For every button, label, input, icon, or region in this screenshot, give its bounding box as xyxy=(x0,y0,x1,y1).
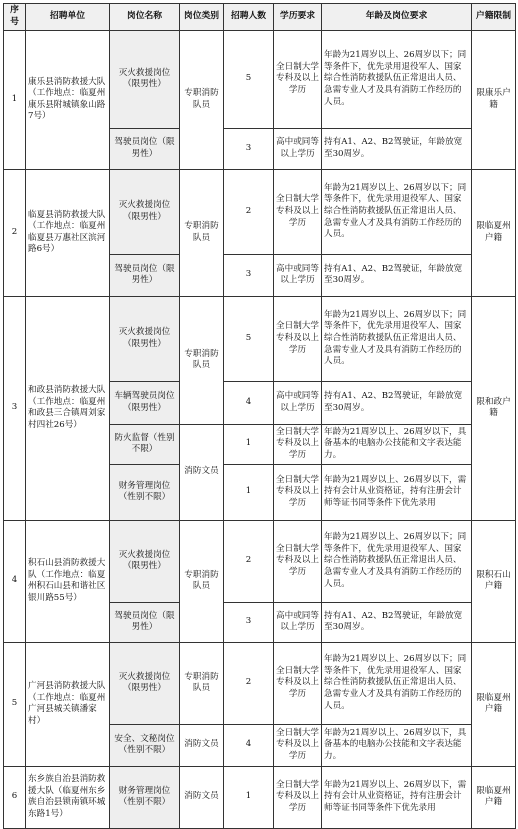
hire-count: 2 xyxy=(224,642,274,724)
row-number: 6 xyxy=(4,766,26,828)
education: 全日制大学专科及以上学历 xyxy=(274,296,322,381)
header-row xyxy=(4,4,516,31)
requirements: 年龄为21周岁以上、26周岁以下，具备基本的电脑办公技能和文字表达能力。 xyxy=(322,424,472,464)
post-type: 专职消防队员 xyxy=(180,30,224,169)
education: 全日制大学专科及以上学历 xyxy=(274,169,322,254)
header-cell: 年龄及岗位要求 xyxy=(322,4,472,31)
requirements: 年龄为21周岁以上、26周岁以下；同等条件下，优先录用退役军人、国家综合性消防救援队伍正常退出人员、急需专业人才及具有消防工作经历的人员。 xyxy=(322,642,472,724)
unit-name: 康乐县消防救援大队（工作地点：临夏州康乐县附城镇象山路7号） xyxy=(26,30,110,169)
post-name: 灭火救援岗位（限男性） xyxy=(110,642,180,724)
hire-count: 4 xyxy=(224,381,274,424)
post-type: 消防文员 xyxy=(180,766,224,828)
requirements: 年龄为21周岁以上、26周岁以下；同等条件下，优先录用退役军人、国家综合性消防救援队伍正常退出人员、急需专业人才及具有消防工作经历的人员。 xyxy=(322,30,472,128)
requirements: 年龄为21周岁以上、26周岁以下，需持有会计从业资格证，持有注册会计师等证书同等条件下优先录用 xyxy=(322,766,472,828)
hire-count: 5 xyxy=(224,296,274,381)
post-name: 灭火救援岗位（限男性） xyxy=(110,169,180,254)
hukou-limit: 限和政户籍 xyxy=(472,296,516,520)
requirements: 年龄为21周岁以上、26周岁以下，需持有会计从业资格证，持有注册会计师等证书同等条件下优先录用 xyxy=(322,464,472,520)
table-row xyxy=(4,30,516,128)
hire-count: 4 xyxy=(224,724,274,766)
education: 全日制大学专科及以上学历 xyxy=(274,642,322,724)
hire-count: 3 xyxy=(224,602,274,642)
requirements: 持有A1、A2、B2驾驶证，年龄放宽至30周岁。 xyxy=(322,602,472,642)
row-number: 4 xyxy=(4,520,26,642)
education: 全日制大学专科及以上学历 xyxy=(274,520,322,602)
education: 高中或同等以上学历 xyxy=(274,128,322,169)
post-name: 安全、文秘岗位（性别不限） xyxy=(110,724,180,766)
hire-count: 3 xyxy=(224,128,274,169)
post-type: 专职消防队员 xyxy=(180,520,224,642)
unit-name: 东乡族自治县消防救援大队（临夏州东乡族自治县锁南镇环城东路1号） xyxy=(26,766,110,828)
education: 高中或同等以上学历 xyxy=(274,602,322,642)
hire-count: 2 xyxy=(224,169,274,254)
recruitment-table xyxy=(3,3,516,829)
unit-name: 和政县消防救援大队（工作地点：临夏州和政县三合镇周刘家村四社26号） xyxy=(26,296,110,520)
header-cell: 招聘人数 xyxy=(224,4,274,31)
post-name: 灭火救援岗位（限男性） xyxy=(110,520,180,602)
header-cell: 学历要求 xyxy=(274,4,322,31)
requirements: 年龄为21周岁以上、26周岁以下；同等条件下，优先录用退役军人、国家综合性消防救援队伍正常退出人员、急需专业人才及具有消防工作经历的人员。 xyxy=(322,296,472,381)
post-name: 财务管理岗位（性别不限） xyxy=(110,464,180,520)
hukou-limit: 限临夏州户籍 xyxy=(472,169,516,296)
education: 高中或同等以上学历 xyxy=(274,254,322,296)
header-cell: 招聘单位 xyxy=(26,4,110,31)
requirements: 年龄为21周岁以上、26周岁以下；同等条件下，优先录用退役军人、国家综合性消防救援队伍正常退出人员、急需专业人才及具有消防工作经历的人员。 xyxy=(322,520,472,602)
post-name: 车辆驾驶员岗位（限男性） xyxy=(110,381,180,424)
requirements: 年龄为21周岁以上、26周岁以下；同等条件下，优先录用退役军人、国家综合性消防救援队伍正常退出人员、急需专业人才及具有消防工作经历的人员。 xyxy=(322,169,472,254)
education: 全日制大学专科及以上学历 xyxy=(274,464,322,520)
header-cell: 户籍限制 xyxy=(472,4,516,31)
hire-count: 1 xyxy=(224,464,274,520)
education: 全日制大学专科及以上学历 xyxy=(274,30,322,128)
hukou-limit: 限康乐户籍 xyxy=(472,30,516,169)
table-row xyxy=(4,520,516,602)
post-type: 消防文员 xyxy=(180,424,224,520)
post-name: 驾驶员岗位（限男性） xyxy=(110,602,180,642)
hire-count: 1 xyxy=(224,424,274,464)
post-name: 财务管理岗位（性别不限） xyxy=(110,766,180,828)
post-name: 驾驶员岗位（限男性） xyxy=(110,254,180,296)
post-type: 专职消防队员 xyxy=(180,169,224,296)
education: 高中或同等以上学历 xyxy=(274,381,322,424)
table-row xyxy=(4,766,516,828)
education: 全日制大学专科及以上学历 xyxy=(274,424,322,464)
education: 全日制大学专科及以上学历 xyxy=(274,724,322,766)
row-number: 1 xyxy=(4,30,26,169)
hire-count: 3 xyxy=(224,254,274,296)
hire-count: 2 xyxy=(224,520,274,602)
post-type: 专职消防队员 xyxy=(180,642,224,724)
table-row xyxy=(4,169,516,254)
row-number: 5 xyxy=(4,642,26,766)
unit-name: 广河县消防救援大队（工作地点：临夏州广河县城关镇潘家村） xyxy=(26,642,110,766)
hire-count: 5 xyxy=(224,30,274,128)
hukou-limit: 限临夏州户籍 xyxy=(472,642,516,766)
row-number: 3 xyxy=(4,296,26,520)
header-cell: 岗位类别 xyxy=(180,4,224,31)
header-cell: 岗位名称 xyxy=(110,4,180,31)
hukou-limit: 限临夏州户籍 xyxy=(472,766,516,828)
row-number: 2 xyxy=(4,169,26,296)
unit-name: 临夏县消防救援大队（工作地点：临夏州临夏县万惠社区滨河路6号） xyxy=(26,169,110,296)
requirements: 年龄为21周岁以上、26周岁以下，具备基本的电脑办公技能和文字表达能力。 xyxy=(322,724,472,766)
table-row xyxy=(4,642,516,724)
table-row xyxy=(4,296,516,381)
post-name: 防火监督（性别不限） xyxy=(110,424,180,464)
unit-name: 积石山县消防救援大队（工作地点：临夏州积石山县和谐社区银川路55号） xyxy=(26,520,110,642)
header-cell: 序号 xyxy=(4,4,26,31)
hire-count: 1 xyxy=(224,766,274,828)
post-name: 灭火救援岗位（限男性） xyxy=(110,296,180,381)
education: 全日制大学专科及以上学历 xyxy=(274,766,322,828)
post-type: 消防文员 xyxy=(180,724,224,766)
post-name: 灭火救援岗位（限男性） xyxy=(110,30,180,128)
hukou-limit: 限积石山户籍 xyxy=(472,520,516,642)
post-type: 专职消防队员 xyxy=(180,296,224,424)
requirements: 持有A1、A2、B2驾驶证，年龄放宽至30周岁。 xyxy=(322,128,472,169)
post-name: 驾驶员岗位（限男性） xyxy=(110,128,180,169)
requirements: 持有A1、A2、B2驾驶证，年龄放宽至30周岁。 xyxy=(322,254,472,296)
requirements: 持有A1、A2、B2驾驶证，年龄放宽至30周岁。 xyxy=(322,381,472,424)
